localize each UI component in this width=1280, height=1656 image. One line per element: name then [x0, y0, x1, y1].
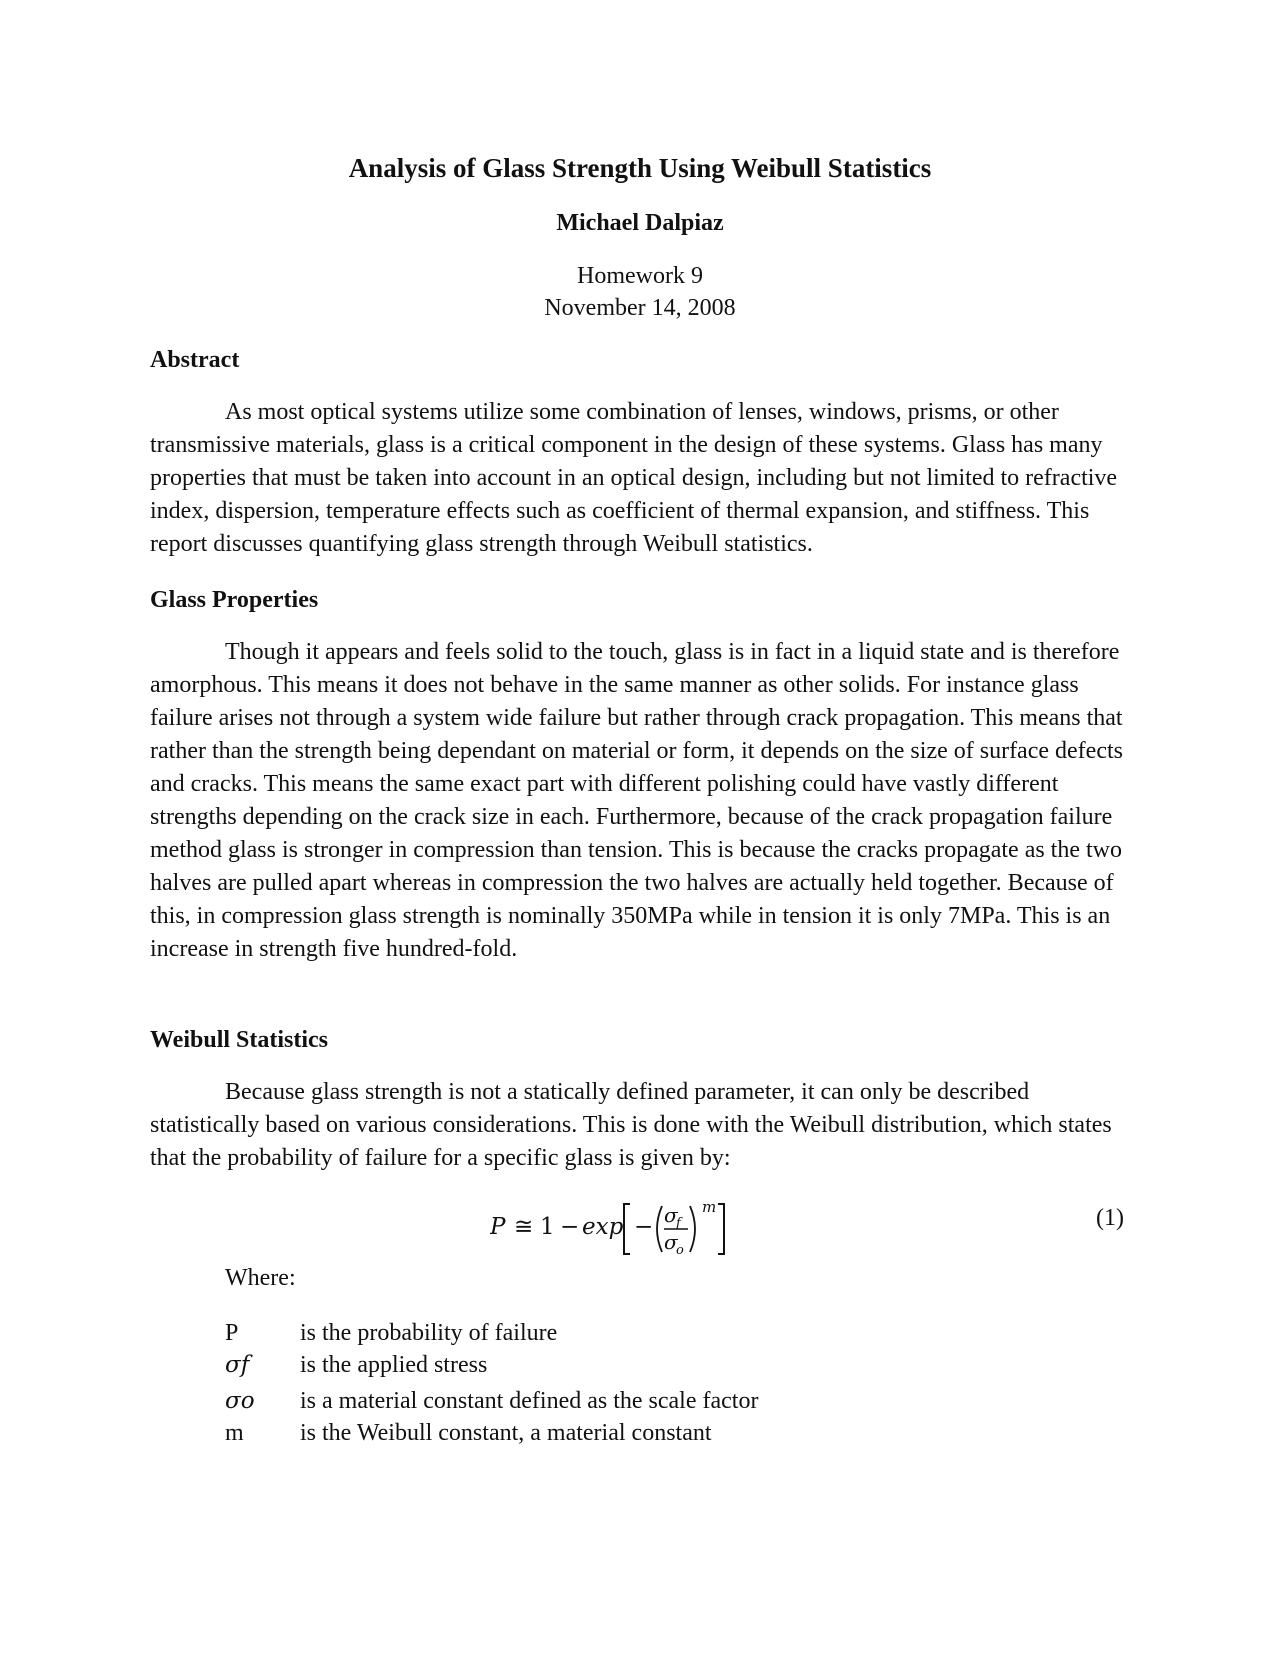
eq-exp: exp: [582, 1214, 624, 1240]
section-heading-weibull-statistics: Weibull Statistics: [150, 1027, 329, 1053]
def-text-p: is the probability of failure: [300, 1320, 558, 1346]
eq-exponent: m: [702, 1198, 717, 1216]
eq-denominator-sub: o: [676, 1243, 684, 1258]
eq-inner-minus: −: [634, 1214, 654, 1240]
eq-approx: ≅: [514, 1214, 534, 1240]
left-paren: [657, 1206, 662, 1252]
eq-numerator-sub: f: [676, 1216, 681, 1231]
glass-properties-paragraph: [150, 636, 1125, 966]
eq-lhs: P: [490, 1214, 506, 1240]
glass-properties-text: Though it appears and feels solid to the touch, glass is in fact in a liquid state and is therefore amorphous. This means it does not behave in the same manner as other solids. For instance glass failure arises not through a system wide failure but rather through crack propagation. This means that rather than the strength being dependant on material or form, it depends on the size of surface defects and cracks. This means the same exact part with different polishing could have vastly different strengths depending on the crack size in each. Furthermore, because of the crack propagation failure method glass is stronger in compression than tension. This is because the cracks propagate as the two halves are pulled apart whereas in compression the two halves are actually held together. Because of this, in compression glass strength is nominally 350MPa while in tension it is only 7MPa. This is an increase in strength five hundred-fold.: [150, 639, 1123, 962]
section-heading-glass-properties: Glass Properties: [150, 587, 319, 613]
def-symbol-p: P: [225, 1320, 239, 1346]
weibull-text: Because glass strength is not a statically defined parameter, it can only be described statistically based on various considerations. This is done with the Weibull distribution, which states that the probability of failure for a specific glass is given by:: [150, 1079, 1112, 1171]
eq-one: 1: [540, 1214, 555, 1240]
equation-number: (1): [1096, 1205, 1124, 1231]
eq-denominator: σ: [664, 1230, 678, 1254]
abstract-text: As most optical systems utilize some combination of lenses, windows, prisms, or other transmissive materials, glass is a critical component in the design of these systems. Glass has many properties that must be taken into account in an optical design, including but not limited to refractive index, dispersion, temperature effects such as coefficient of thermal expansion, and stiffness. This report discusses quantifying glass strength through Weibull statistics.: [150, 399, 1118, 557]
right-paren: [690, 1206, 695, 1252]
def-symbol-sigma-f: σf: [225, 1352, 250, 1378]
def-symbol-sigma-o: σo: [225, 1388, 255, 1414]
weibull-equation: [490, 1196, 750, 1260]
paper-title: Analysis of Glass Strength Using Weibull Statistics: [348, 153, 932, 183]
where-label: Where:: [225, 1265, 296, 1291]
eq-numerator: σ: [664, 1203, 678, 1227]
def-text-m: is the Weibull constant, a material constant: [300, 1420, 712, 1446]
def-symbol-m: m: [225, 1420, 244, 1446]
right-bracket: [718, 1204, 724, 1254]
left-bracket: [624, 1204, 630, 1254]
def-text-sigma-f: is the applied stress: [300, 1352, 488, 1378]
section-heading-abstract: Abstract: [150, 347, 240, 373]
abstract-paragraph: [150, 396, 1125, 561]
date-label: November 14, 2008: [544, 295, 736, 321]
weibull-paragraph: [150, 1076, 1125, 1175]
def-text-sigma-o: is a material constant defined as the scale factor: [300, 1388, 759, 1414]
assignment-label: Homework 9: [577, 263, 703, 289]
eq-minus: −: [560, 1214, 580, 1240]
author-name: Michael Dalpiaz: [556, 210, 724, 236]
